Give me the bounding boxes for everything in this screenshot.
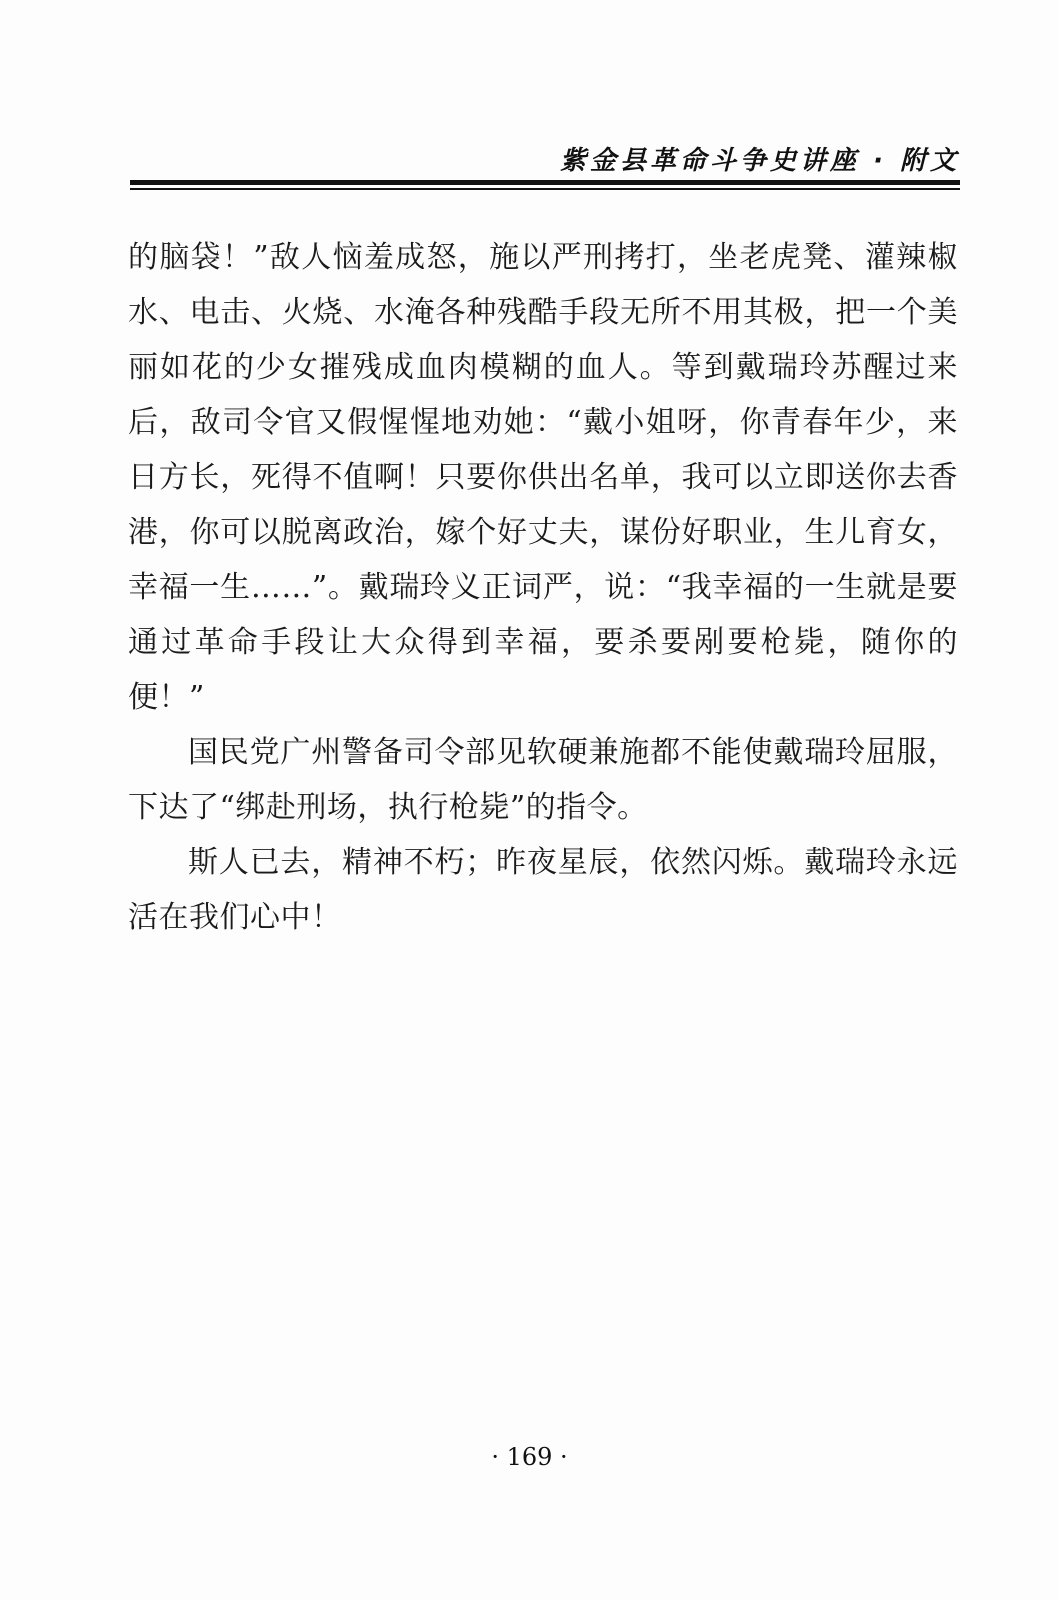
paragraph-1: 的脑袋！”敌人恼羞成怒，施以严刑拷打，坐老虎凳、灌辣椒水、电击、火烧、水淹各种残酷手段无所不用其极，把一个美丽如花的少女摧残成血肉模糊的血人。等到戴瑞玲苏醒过来后，敌司令官又假惺惺地劝她：“戴小姐呀，你青春年少，来日方长，死得不值啊！只要你供出名单，我可以立即送你去香港，你可以脱离政治，嫁个好丈夫，谋份好职业，生儿育女，幸福一生……”。戴瑞玲义正词严，说：“我幸福的一生就是要通过革命手段让大众得到幸福，要杀要剐要枪毙，随你的便！” — [128, 240, 958, 715]
paragraph-3: 斯人已去，精神不朽；昨夜星辰，依然闪烁。戴瑞玲永远活在我们心中！ — [128, 845, 958, 935]
page-number: · 169 · — [491, 1443, 568, 1471]
running-head-title: 紫金县革命斗争史讲座 · 附文 — [560, 146, 960, 176]
header-rule-thick — [130, 180, 960, 185]
body-text — [128, 230, 958, 945]
paragraph-2: 国民党广州警备司令部见软硬兼施都不能使戴瑞玲屈服，下达了“绑赴刑场，执行枪毙”的指令。 — [128, 735, 958, 825]
header-rule-thin — [130, 188, 960, 190]
